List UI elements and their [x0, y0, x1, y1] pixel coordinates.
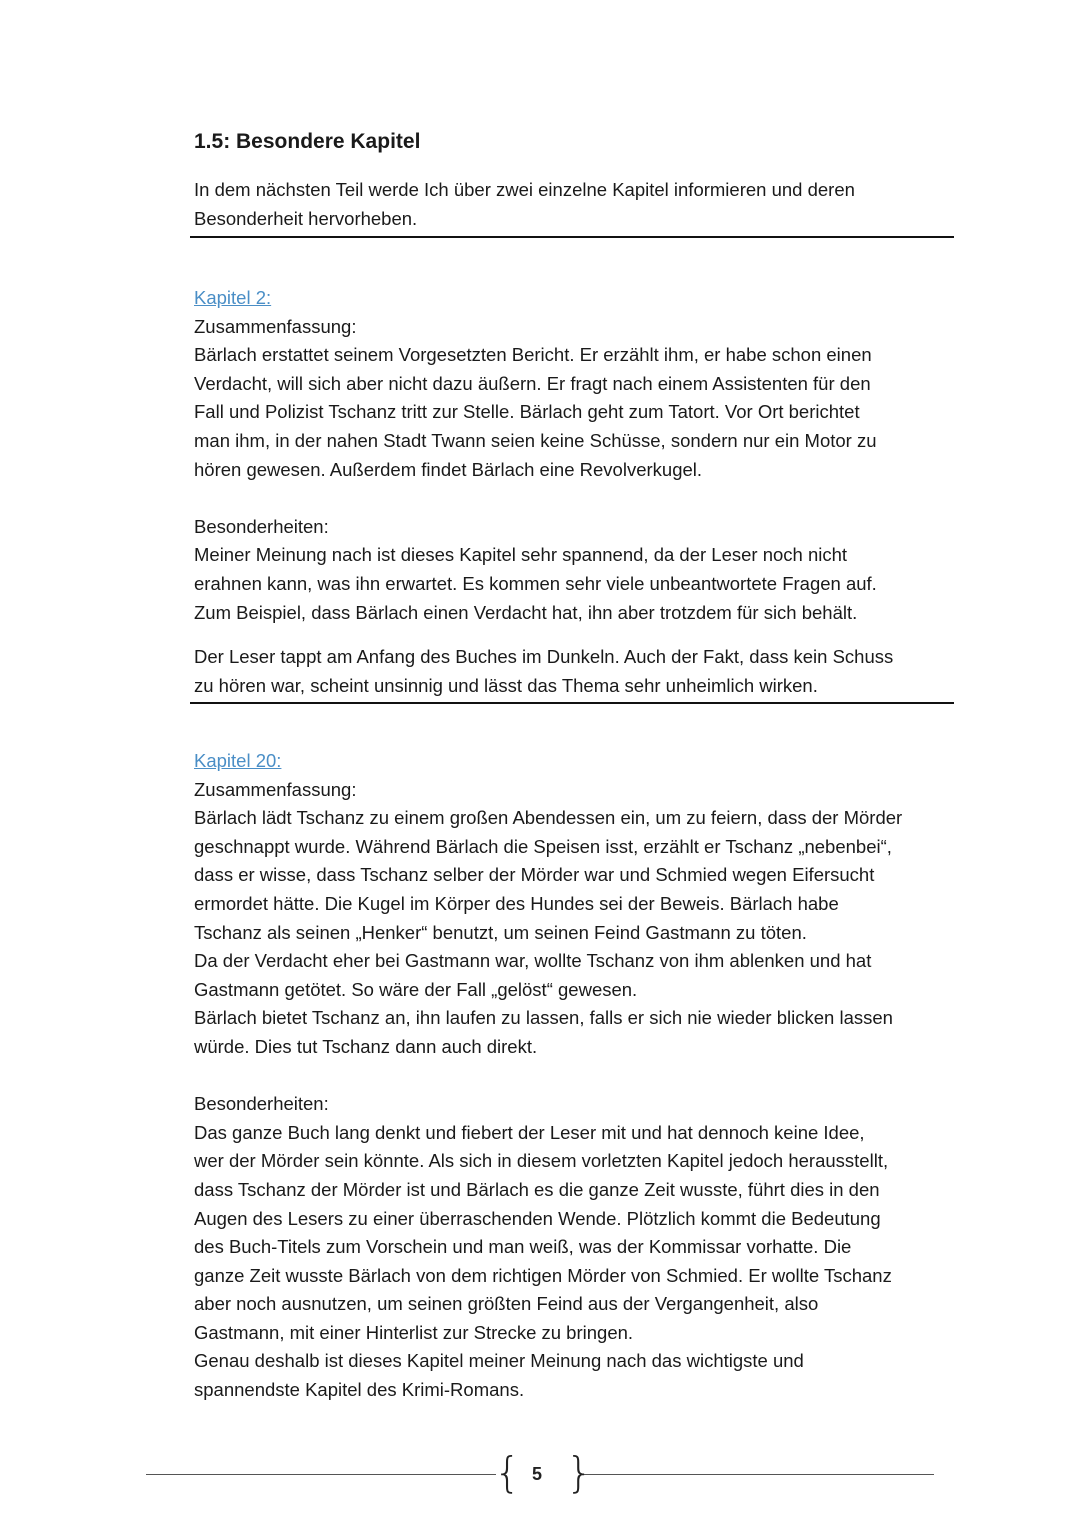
paragraph-line: Augen des Lesers zu einer überraschenden Wende. Plötzlich kommt die Bedeutung: [194, 1207, 881, 1229]
summary-label: Zusammenfassung:: [194, 778, 357, 800]
special-label: Besonderheiten:: [194, 515, 329, 537]
intro-line: Besonderheit hervorheben.: [194, 207, 418, 229]
paragraph-line: aber noch ausnutzen, um seinen größten Feind aus der Vergangenheit, also: [194, 1293, 819, 1315]
paragraph-line: Das ganze Buch lang denkt und fiebert der Leser mit und hat dennoch keine Idee,: [194, 1121, 865, 1143]
paragraph-line: Da der Verdacht eher bei Gastmann war, wollte Tschanz von ihm ablenken und hat: [194, 950, 872, 972]
special-label: Besonderheiten:: [194, 1093, 329, 1115]
paragraph-line: dass Tschanz der Mörder ist und Bärlach es die ganze Zeit wusste, führt dies in den: [194, 1178, 880, 1200]
paragraph-line: ermordet hätte. Die Kugel im Körper des Hundes sei der Beweis. Bärlach habe: [194, 892, 839, 914]
intro-line: In dem nächsten Teil werde Ich über zwei einzelne Kapitel informieren und deren: [194, 179, 855, 200]
chapter-2-section: [194, 284, 954, 627]
paragraph-line: spannendste Kapitel des Krimi-Romans.: [194, 1379, 525, 1401]
paragraph-line: geschnappt wurde. Während Bärlach die Speisen isst, erzählt er Tschanz „nebenbei“,: [194, 835, 892, 857]
paragraph-line: des Buch-Titels zum Vorschein und man weiß, was der Kommissar vorhatte. Die: [194, 1236, 852, 1258]
paragraph-line: Bärlach erstattet seinem Vorgesetzten Bericht. Er erzählt ihm, er habe schon einen: [194, 344, 872, 366]
chapter-20-section: [194, 747, 964, 1405]
section-intro: [194, 176, 954, 233]
paragraph-line: wer der Mörder sein könnte. Als sich in diesem vorletzten Kapitel jedoch herausstellt,: [194, 1150, 889, 1172]
footer-brace-right: }: [566, 1448, 593, 1497]
paragraph-line: Genau deshalb ist dieses Kapitel meiner Meinung nach das wichtigste und: [194, 1350, 804, 1372]
chapter-2-special-continued: [194, 643, 954, 700]
paragraph-line: hören gewesen. Außerdem findet Bärlach eine Revolverkugel.: [194, 458, 703, 480]
divider: [190, 702, 954, 704]
paragraph-line: ganze Zeit wusste Bärlach von dem richtigen Mörder von Schmied. Er wollte Tschanz: [194, 1264, 892, 1286]
paragraph-line: Fall und Polizist Tschanz tritt zur Stelle. Bärlach geht zum Tatort. Vor Ort berichtet: [194, 401, 860, 423]
paragraph-line: Gastmann getötet. So wäre der Fall „gelöst“ gewesen.: [194, 978, 638, 1000]
paragraph-line: Verdacht, will sich aber nicht dazu äußern. Er fragt nach einem Assistenten für den: [194, 372, 871, 394]
paragraph-line: würde. Dies tut Tschanz dann auch direkt.: [194, 1035, 538, 1057]
paragraph-line: zu hören war, scheint unsinnig und lässt das Thema sehr unheimlich wirken.: [194, 674, 818, 696]
paragraph-line: Gastmann, mit einer Hinterlist zur Strecke zu bringen.: [194, 1321, 634, 1343]
paragraph-line: Bärlach bietet Tschanz an, ihn laufen zu lassen, falls er sich nie wieder blicken lassen: [194, 1007, 893, 1029]
paragraph-line: Zum Beispiel, dass Bärlach einen Verdacht hat, ihn aber trotzdem für sich behält.: [194, 601, 858, 623]
paragraph-line: erahnen kann, was ihn erwartet. Es kommen sehr viele unbeantwortete Fragen auf.: [194, 572, 877, 594]
paragraph-line: Bärlach lädt Tschanz zu einem großen Abendessen ein, um zu feiern, dass der Mörder: [194, 807, 903, 829]
section-heading: 1.5: Besondere Kapitel: [194, 130, 421, 153]
paragraph-line: man ihm, in der nahen Stadt Twann seien keine Schüsse, sondern nur ein Motor zu: [194, 429, 877, 451]
paragraph-line: Der Leser tappt am Anfang des Buches im Dunkeln. Auch der Fakt, dass kein Schuss: [194, 646, 894, 667]
divider: [190, 236, 954, 238]
paragraph-line: Meiner Meinung nach ist dieses Kapitel sehr spannend, da der Leser noch nicht: [194, 544, 848, 566]
page-number: 5: [532, 1464, 543, 1484]
paragraph-line: Tschanz als seinen „Henker“ benutzt, um seinen Feind Gastmann zu töten.: [194, 921, 807, 943]
footer-rule-left: [146, 1474, 496, 1475]
chapter-20-link[interactable]: Kapitel 20:: [194, 750, 282, 771]
summary-label: Zusammenfassung:: [194, 315, 357, 337]
chapter-2-link[interactable]: Kapitel 2:: [194, 287, 272, 308]
footer-rule-right: [584, 1474, 934, 1475]
footer-brace-left: {: [494, 1448, 521, 1497]
paragraph-line: dass er wisse, dass Tschanz selber der Mörder war und Schmied wegen Eifersucht: [194, 864, 875, 886]
